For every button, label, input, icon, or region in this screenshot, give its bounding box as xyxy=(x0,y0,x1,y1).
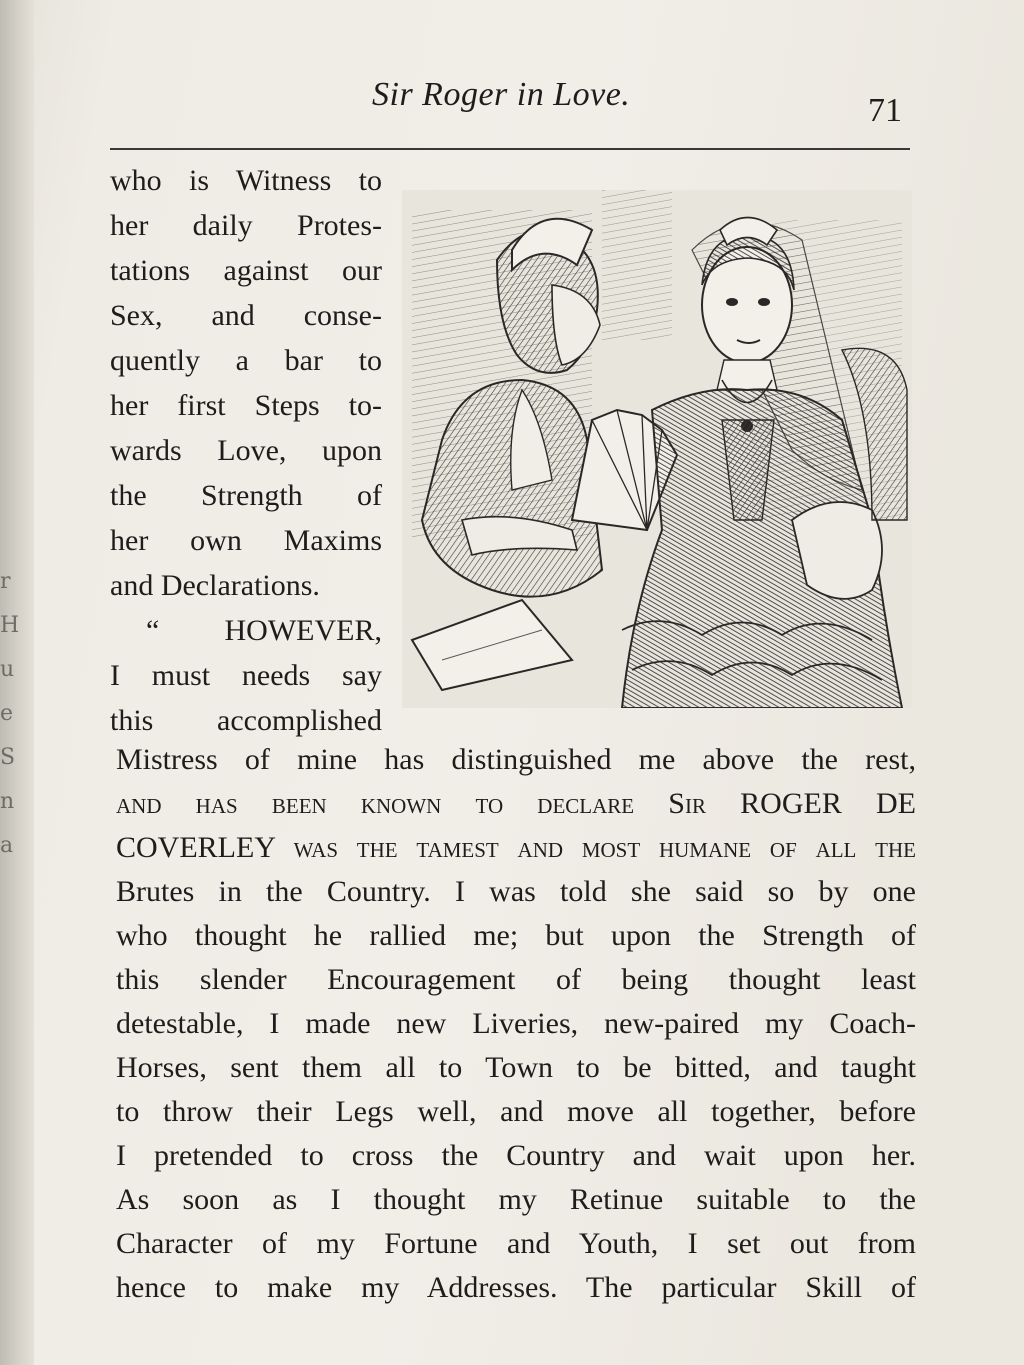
gutter-fragment: a xyxy=(0,833,14,858)
text-line: Character of my Fortune and Youth, I set out from xyxy=(116,1227,916,1260)
gutter-fragments xyxy=(0,560,30,868)
full-width-text-column xyxy=(116,738,916,1310)
text-line: the Strength of xyxy=(110,479,382,512)
text-line: and has been known to declare Sir ROGER DE xyxy=(116,787,916,820)
gutter-fragment: n xyxy=(0,789,15,814)
text-line: Brutes in the Country. I was told she said so by one xyxy=(116,875,916,908)
running-title: Sir Roger in Love. xyxy=(372,76,631,113)
text-line: I must needs say xyxy=(110,659,382,692)
text-line: and Declarations. xyxy=(110,569,320,602)
narrow-text-column xyxy=(110,158,382,743)
text-line: this accomplished xyxy=(110,704,382,737)
text-line: who thought he rallied me; but upon the Strength of xyxy=(116,919,916,952)
text-line: this slender Encouragement of being thought least xyxy=(116,963,916,996)
text-line: who is Witness to xyxy=(110,164,382,197)
text-line: Horses, sent them all to Town to be bitted, and taught xyxy=(116,1051,916,1084)
text-line: detestable, I made new Liveries, new-paired my Coach- xyxy=(116,1007,916,1040)
text-line: her daily Protes- xyxy=(110,209,382,242)
gutter-fragment: H xyxy=(0,613,20,638)
text-line: COVERLEY was the tamest and most humane of all the xyxy=(116,831,917,864)
text-line: quently a bar to xyxy=(110,344,382,377)
text-line: Sex, and conse- xyxy=(110,299,382,332)
text-line: tations against our xyxy=(110,254,382,287)
text-line: I pretended to cross the Country and wait upon her. xyxy=(116,1139,916,1172)
engraving-illustration xyxy=(402,190,912,708)
text-line: to throw their Legs well, and move all together, before xyxy=(116,1095,916,1128)
gutter-fragment: u xyxy=(0,657,15,682)
text-line: As soon as I thought my Retinue suitable to the xyxy=(116,1183,916,1216)
facing-page-gutter xyxy=(0,0,34,1365)
gutter-fragment: r xyxy=(0,569,11,594)
text-line: wards Love, upon xyxy=(110,434,382,467)
two-ladies-engraving xyxy=(402,190,912,708)
gutter-fragment: S xyxy=(0,745,16,770)
gutter-fragment: e xyxy=(0,701,14,726)
text-line: her first Steps to- xyxy=(110,389,382,422)
page-number: 71 xyxy=(868,92,902,129)
text-line: Mistress of mine has distinguished me above the rest, xyxy=(116,743,916,776)
text-line: her own Maxims xyxy=(110,524,382,557)
text-line: “ HOWEVER, xyxy=(146,614,382,647)
text-line: hence to make my Addresses. The particular Skill of xyxy=(116,1271,916,1304)
running-head xyxy=(110,72,910,150)
